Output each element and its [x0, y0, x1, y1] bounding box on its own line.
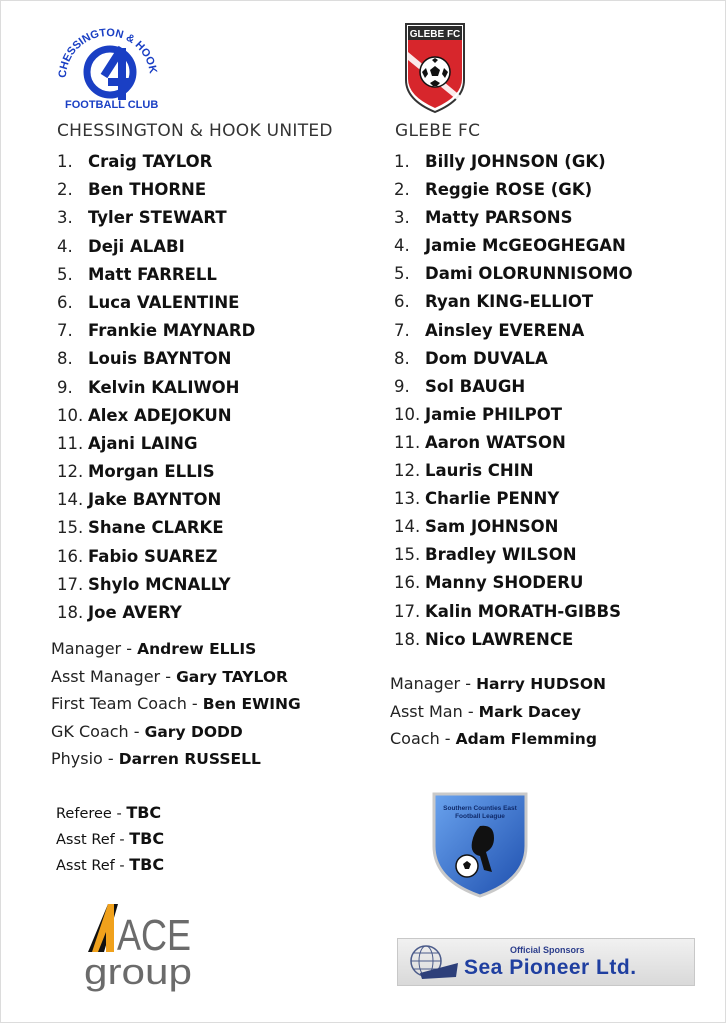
- player-row: [394, 401, 633, 429]
- player-name: Kelvin KALIWOH: [88, 377, 240, 397]
- player-number: 16.: [57, 546, 84, 566]
- staff-role: Coach -: [390, 729, 456, 748]
- player-number: 4.: [57, 236, 73, 256]
- player-name: Shylo MCNALLY: [88, 574, 231, 594]
- glebe-crest: [402, 22, 468, 114]
- player-name: Jamie PHILPOT: [425, 404, 562, 424]
- official-name: TBC: [126, 803, 162, 822]
- player-row: [394, 373, 633, 401]
- player-row: [394, 541, 633, 569]
- player-name: Louis BAYNTON: [88, 349, 232, 369]
- staff-row: [51, 745, 301, 773]
- player-row: [57, 430, 255, 458]
- player-row: [394, 598, 633, 626]
- staff-name: Gary DODD: [144, 722, 243, 741]
- player-name: Bradley WILSON: [425, 545, 577, 565]
- player-number: 12.: [57, 462, 84, 482]
- player-name: Lauris CHIN: [425, 461, 534, 481]
- player-row: [394, 148, 633, 176]
- player-name: Fabio SUAREZ: [88, 546, 218, 566]
- player-number: 14.: [394, 517, 421, 537]
- sponsor-label: Official Sponsors: [510, 945, 585, 955]
- player-row: [394, 288, 633, 316]
- staff-name: Adam Flemming: [455, 730, 597, 748]
- player-row: [57, 458, 255, 486]
- player-row: [394, 429, 633, 457]
- player-number: 9.: [57, 377, 73, 397]
- player-number: 4.: [394, 236, 410, 256]
- player-number: 2.: [394, 180, 410, 200]
- player-name: Tyler STEWART: [88, 208, 227, 228]
- player-number: 9.: [394, 376, 410, 396]
- player-row: [57, 204, 255, 232]
- staff-row: [390, 670, 606, 698]
- crest-arc-text: CHESSINGTON & HOOK: [56, 26, 159, 79]
- player-row: [57, 599, 255, 627]
- player-name: Matt FARRELL: [88, 264, 217, 284]
- player-row: [394, 569, 633, 597]
- player-name: Ben THORNE: [88, 180, 207, 200]
- home-staff: [51, 635, 301, 773]
- staff-name: Harry HUDSON: [476, 675, 607, 693]
- player-name: Shane CLARKE: [88, 518, 224, 538]
- official-row: [56, 800, 164, 826]
- player-row: [394, 345, 633, 373]
- glebe-crest-text: GLEBE FC: [409, 29, 461, 40]
- player-number: 17.: [57, 574, 84, 594]
- away-team-name: GLEBE FC: [395, 121, 481, 141]
- player-number: 3.: [57, 208, 73, 228]
- official-role: Referee -: [56, 806, 127, 822]
- player-number: 5.: [57, 264, 73, 284]
- player-name: Billy JOHNSON (GK): [425, 152, 606, 171]
- player-number: 12.: [394, 461, 421, 481]
- away-roster: [394, 148, 633, 654]
- player-number: 16.: [394, 573, 421, 593]
- player-row: [57, 543, 255, 571]
- player-row: [57, 402, 255, 430]
- player-name: Joe AVERY: [88, 603, 182, 622]
- staff-role: Asst Man -: [390, 701, 479, 721]
- player-row: [394, 457, 633, 485]
- player-name: Frankie MAYNARD: [88, 321, 256, 341]
- player-number: 8.: [394, 348, 410, 368]
- player-name: Ainsley EVERENA: [425, 320, 585, 340]
- player-name: Luca VALENTINE: [88, 292, 240, 312]
- player-number: 7.: [394, 320, 410, 340]
- official-role: Asst Ref -: [56, 832, 130, 848]
- player-number: 1.: [394, 152, 410, 171]
- player-row: [57, 233, 255, 261]
- player-row: [57, 345, 255, 373]
- staff-row: [51, 663, 301, 691]
- chessington-crest: [52, 20, 162, 112]
- staff-row: [390, 725, 606, 753]
- player-row: [394, 204, 633, 232]
- official-row: [56, 826, 164, 852]
- player-row: [394, 260, 633, 288]
- player-number: 13.: [394, 489, 421, 509]
- player-row: [57, 514, 255, 542]
- staff-role: Manager -: [390, 674, 477, 693]
- player-name: Jamie McGEOGHEGAN: [425, 236, 626, 256]
- ace-subword: group: [84, 951, 192, 992]
- sponsor-name: Sea Pioneer Ltd.: [464, 956, 637, 979]
- player-number: 10.: [57, 405, 84, 425]
- away-staff: [390, 670, 606, 753]
- player-number: 7.: [57, 321, 73, 341]
- player-number: 1.: [57, 152, 73, 171]
- player-name: Jake BAYNTON: [88, 490, 222, 510]
- player-name: Dami OLORUNNISOMO: [425, 264, 633, 284]
- player-number: 8.: [57, 349, 73, 369]
- player-row: [394, 176, 633, 204]
- staff-row: [51, 635, 301, 663]
- player-number: 15.: [394, 545, 421, 565]
- crest-club-text: FOOTBALL CLUB: [65, 99, 159, 111]
- player-row: [57, 289, 255, 317]
- player-name: Manny SHODERU: [425, 573, 584, 593]
- official-row: [56, 852, 164, 878]
- player-number: 11.: [57, 433, 84, 453]
- staff-row: [51, 718, 301, 746]
- player-row: [57, 176, 255, 204]
- player-number: 11.: [394, 432, 421, 452]
- player-name: Deji ALABI: [88, 236, 185, 256]
- match-officials: [56, 800, 164, 878]
- player-name: Alex ADEJOKUN: [88, 405, 232, 425]
- staff-role: Manager -: [51, 639, 138, 658]
- staff-role: Asst Manager -: [51, 666, 177, 686]
- sea-pioneer-banner: [397, 938, 695, 986]
- staff-name: Andrew ELLIS: [137, 640, 257, 658]
- player-row: [394, 626, 633, 654]
- player-row: [394, 317, 633, 345]
- staff-name: Mark Dacey: [478, 702, 582, 721]
- player-name: Reggie ROSE (GK): [425, 180, 593, 200]
- staff-name: Gary TAYLOR: [176, 667, 288, 686]
- official-name: TBC: [129, 855, 165, 874]
- player-name: Sol BAUGH: [425, 376, 526, 396]
- ace-wordmark: ACE: [117, 911, 191, 960]
- globe-ship-icon: [406, 943, 460, 981]
- player-number: 3.: [394, 208, 410, 228]
- player-number: 15.: [57, 518, 84, 538]
- staff-role: GK Coach -: [51, 721, 145, 741]
- staff-name: Ben EWING: [202, 695, 301, 713]
- player-number: 10.: [394, 404, 421, 424]
- player-row: [394, 513, 633, 541]
- player-row: [57, 486, 255, 514]
- home-roster: [57, 148, 255, 627]
- player-name: Charlie PENNY: [425, 489, 560, 509]
- staff-name: Darren RUSSELL: [118, 750, 261, 768]
- player-name: Craig TAYLOR: [88, 152, 213, 171]
- player-number: 5.: [394, 264, 410, 284]
- league-name-line2: Football League: [455, 813, 505, 820]
- player-row: [57, 261, 255, 289]
- player-row: [57, 571, 255, 599]
- player-number: 6.: [57, 292, 73, 312]
- ace-group-logo: [84, 902, 204, 994]
- player-name: Sam JOHNSON: [425, 517, 559, 537]
- staff-row: [51, 690, 301, 718]
- player-row: [57, 148, 255, 176]
- player-row: [57, 317, 255, 345]
- staff-role: First Team Coach -: [51, 694, 203, 713]
- staff-row: [390, 698, 606, 726]
- player-name: Ryan KING-ELLIOT: [425, 292, 594, 312]
- player-row: [57, 374, 255, 402]
- official-role: Asst Ref -: [56, 858, 130, 874]
- staff-role: Physio -: [51, 749, 119, 768]
- player-name: Dom DUVALA: [425, 348, 548, 368]
- home-team-name: CHESSINGTON & HOOK UNITED: [57, 121, 333, 141]
- player-number: 18.: [57, 603, 84, 622]
- player-name: Ajani LAING: [88, 433, 198, 453]
- player-name: Kalin MORATH-GIBBS: [425, 601, 621, 621]
- league-badge: [430, 790, 530, 900]
- player-row: [394, 485, 633, 513]
- player-number: 18.: [394, 629, 421, 649]
- player-name: Matty PARSONS: [425, 208, 573, 228]
- player-number: 2.: [57, 180, 73, 200]
- league-name-line1: Southern Counties East: [443, 805, 517, 812]
- official-name: TBC: [129, 829, 165, 848]
- player-number: 14.: [57, 490, 84, 510]
- player-number: 17.: [394, 601, 421, 621]
- player-row: [394, 232, 633, 260]
- player-name: Nico LAWRENCE: [425, 629, 574, 649]
- player-name: Aaron WATSON: [425, 432, 566, 452]
- player-number: 6.: [394, 292, 410, 312]
- player-name: Morgan ELLIS: [88, 462, 215, 482]
